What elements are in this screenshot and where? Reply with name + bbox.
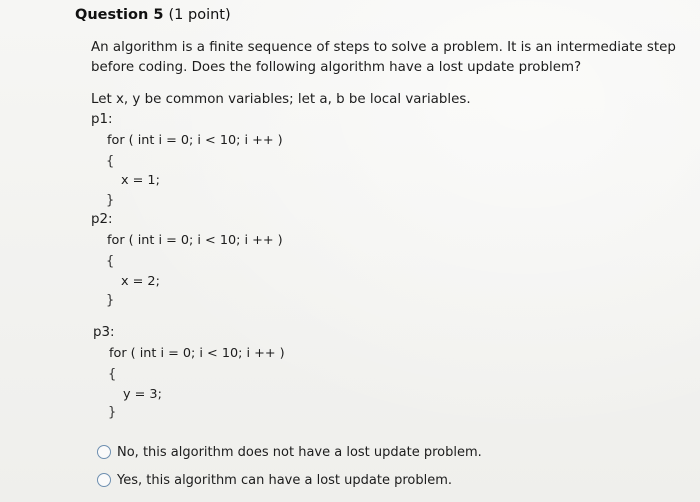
loop-header-p2: for ( int i = 0; i < 10; i ++ ) xyxy=(107,233,283,248)
open-brace-p1: { xyxy=(106,154,115,169)
loop-body-p2: x = 2; xyxy=(121,274,160,289)
answer-option-no[interactable] xyxy=(97,442,482,462)
question-prompt: An algorithm is a finite sequence of steps to solve a problem. It is an intermediate step before coding. Does the following algorithm have a lost update problem? xyxy=(91,40,676,75)
process-label-p3: p3: xyxy=(93,325,115,340)
process-label-p2: p2: xyxy=(91,212,113,227)
process-label-p1: p1: xyxy=(91,112,113,127)
loop-body-p3: y = 3; xyxy=(123,387,162,402)
answer-option-no-label: No, this algorithm does not have a lost update problem. xyxy=(117,444,482,460)
open-brace-p3: { xyxy=(108,367,117,382)
answer-option-yes-label: Yes, this algorithm can have a lost update problem. xyxy=(117,472,453,488)
radio-button-yes[interactable] xyxy=(97,473,111,487)
loop-header-p1: for ( int i = 0; i < 10; i ++ ) xyxy=(107,133,283,148)
question-title xyxy=(75,7,231,23)
open-brace-p2: { xyxy=(106,254,115,269)
variables-intro: Let x, y be common variables; let a, b be local variables. xyxy=(91,92,471,107)
close-brace-p3: } xyxy=(108,405,117,420)
answer-option-yes[interactable] xyxy=(97,470,452,490)
close-brace-p2: } xyxy=(106,293,115,308)
question-number: Question 5 xyxy=(75,7,164,23)
loop-body-p1: x = 1; xyxy=(121,173,160,188)
radio-button-no[interactable] xyxy=(97,445,111,459)
question-points: (1 point) xyxy=(168,7,231,23)
loop-header-p3: for ( int i = 0; i < 10; i ++ ) xyxy=(109,346,285,361)
close-brace-p1: } xyxy=(106,193,115,208)
